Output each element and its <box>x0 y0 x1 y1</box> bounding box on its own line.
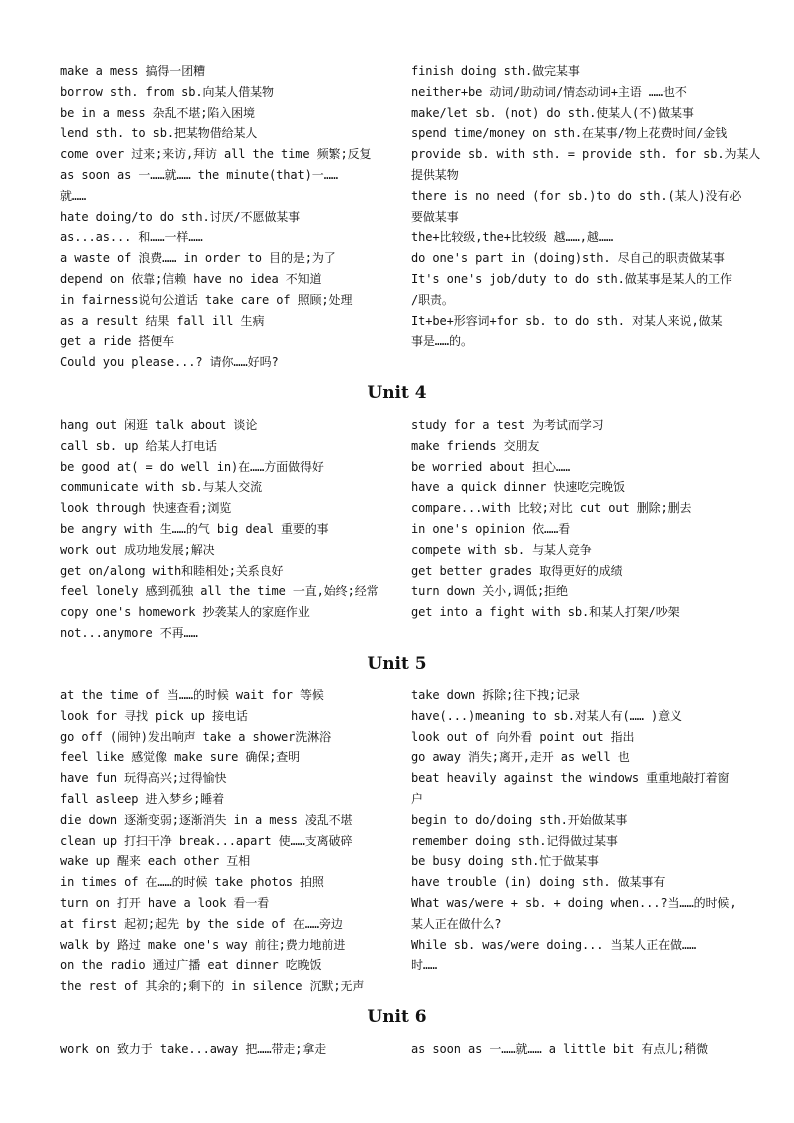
phrase-line: turn down 关小,调低;拒绝 <box>411 584 568 599</box>
phrase-line: go off (闹钟)发出响声 take a shower洗淋浴 <box>60 729 331 744</box>
phrase-line: 时…… <box>411 958 438 973</box>
phrase-line: go away 消失;离开,走开 as well 也 <box>411 750 630 765</box>
phrase-line: in times of 在……的时候 take photos 拍照 <box>60 875 324 890</box>
phrase-line: feel lonely 感到孤独 all the time 一直,始终;经常 <box>60 584 379 599</box>
phrase-line: call sb. up 给某人打电话 <box>60 438 217 453</box>
phrase-line: make/let sb. (not) do sth.使某人(不)做某事 <box>411 105 694 120</box>
phrase-line: as soon as 一……就…… the minute(that)一…… <box>60 167 338 182</box>
phrase-line: have a quick dinner 快速吃完晚饭 <box>411 480 625 495</box>
phrase-line: look for 寻找 pick up 接电话 <box>60 708 248 723</box>
phrase-line: die down 逐渐变弱;逐渐消失 in a mess 凌乱不堪 <box>60 812 353 827</box>
phrase-line: /职责。 <box>411 292 454 307</box>
phrase-line: get better grades 取得更好的成绩 <box>411 563 623 578</box>
phrase-line: work on 致力于 take...away 把……带走;拿走 <box>60 1042 327 1056</box>
phrase-line: feel like 感觉像 make sure 确保;查明 <box>60 750 301 765</box>
phrase-line: make friends 交朋友 <box>411 438 540 453</box>
phrase-line: hate doing/to do sth.讨厌/不愿做某事 <box>60 209 301 224</box>
phrase-line: begin to do/doing sth.开始做某事 <box>411 812 628 827</box>
phrase-line: clean up 打扫干净 break...apart 使……支离破碎 <box>60 833 353 848</box>
right-column <box>411 415 736 644</box>
unit-4-heading: Unit 4 <box>367 383 427 403</box>
phrase-line: a waste of 浪费…… in order to 目的是;为了 <box>60 251 336 266</box>
phrase-block-unit5 <box>60 685 736 997</box>
phrase-line: It's one's job/duty to do sth.做某事是某人的工作 <box>411 271 732 286</box>
phrase-line: walk by 路过 make one's way 前往;费力地前进 <box>60 937 346 952</box>
phrase-line: hang out 闲逛 talk about 谈论 <box>60 418 258 432</box>
phrase-line: there is no need (for sb.)to do sth.(某人)没有必 <box>411 188 742 203</box>
left-column <box>60 61 411 373</box>
phrase-line: compare...with 比较;对比 cut out 删除;删去 <box>411 501 692 516</box>
phrase-line: communicate with sb.与某人交流 <box>60 480 262 495</box>
left-column <box>60 415 411 644</box>
phrase-line: 事是……的。 <box>411 334 473 349</box>
phrase-line: lend sth. to sb.把某物借给某人 <box>60 126 258 141</box>
phrase-line: not...anymore 不再…… <box>60 625 198 640</box>
phrase-line: neither+be 动词/助动词/情态动词+主语 ……也不 <box>411 84 687 99</box>
right-column <box>411 1039 736 1060</box>
phrase-line: as soon as 一……就…… a little bit 有点儿;稍微 <box>411 1042 709 1056</box>
phrase-block-unit6 <box>60 1039 736 1060</box>
phrase-line: the+比较级,the+比较级 越……,越…… <box>411 230 614 245</box>
phrase-line: as...as... 和……一样…… <box>60 230 203 245</box>
phrase-line: get on/along with和睦相处;关系良好 <box>60 563 284 578</box>
phrase-line: compete with sb. 与某人竞争 <box>411 542 592 557</box>
unit-6-heading: Unit 6 <box>367 1007 427 1027</box>
left-column <box>60 1039 411 1060</box>
phrase-line: remember doing sth.记得做过某事 <box>411 833 618 848</box>
phrase-line: It+be+形容词+for sb. to do sth. 对某人来说,做某 <box>411 313 723 328</box>
phrase-line: provide sb. with sth. = provide sth. for sb.为某人 <box>411 147 761 162</box>
left-column <box>60 685 411 997</box>
phrase-line: have(...)meaning to sb.对某人有(…… )意义 <box>411 708 682 723</box>
phrase-line: the rest of 其余的;剩下的 in silence 沉默;无声 <box>60 979 365 994</box>
phrase-line: at the time of 当……的时候 wait for 等候 <box>60 688 324 702</box>
phrase-line: be angry with 生……的气 big deal 重要的事 <box>60 521 329 536</box>
unit-5-heading: Unit 5 <box>367 654 427 674</box>
phrase-line: do one's part in (doing)sth. 尽自己的职责做某事 <box>411 251 725 266</box>
right-column <box>411 685 736 997</box>
phrase-line: wake up 醒来 each other 互相 <box>60 854 251 869</box>
phrase-line: have fun 玩得高兴;过得愉快 <box>60 771 227 786</box>
phrase-line: look out of 向外看 point out 指出 <box>411 729 635 744</box>
phrase-line: copy one's homework 抄袭某人的家庭作业 <box>60 605 310 620</box>
phrase-line: While sb. was/were doing... 当某人正在做…… <box>411 937 697 952</box>
right-column <box>411 61 761 373</box>
phrase-line: come over 过来;来访,拜访 all the time 频繁;反复 <box>60 147 372 162</box>
phrase-line: 就…… <box>60 188 87 203</box>
phrase-line: 提供某物 <box>411 167 459 182</box>
phrase-line: get into a fight with sb.和某人打架/吵架 <box>411 605 680 620</box>
phrase-line: on the radio 通过广播 eat dinner 吃晚饭 <box>60 958 322 973</box>
phrase-line: Could you please...? 请你……好吗? <box>60 355 279 370</box>
phrase-line: 要做某事 <box>411 209 459 224</box>
phrase-line: have trouble (in) doing sth. 做某事有 <box>411 875 666 890</box>
phrase-line: study for a test 为考试而学习 <box>411 418 604 432</box>
phrase-line: be worried about 担心…… <box>411 459 571 474</box>
phrase-line: beat heavily against the windows 重重地敲打着窗 <box>411 771 730 786</box>
phrase-line: 某人正在做什么? <box>411 916 502 931</box>
phrase-line: turn on 打开 have a look 看一看 <box>60 895 270 910</box>
phrase-line: depend on 依靠;信赖 have no idea 不知道 <box>60 271 322 286</box>
phrase-line: make a mess 搞得一团糟 <box>60 64 205 78</box>
phrase-line: fall asleep 进入梦乡;睡着 <box>60 791 225 806</box>
phrase-line: at first 起初;起先 by the side of 在……旁边 <box>60 916 343 931</box>
phrase-line: 户 <box>411 791 423 806</box>
phrase-line: in fairness说句公道话 take care of 照顾;处理 <box>60 292 353 307</box>
phrase-line: borrow sth. from sb.向某人借某物 <box>60 84 274 99</box>
phrase-line: be busy doing sth.忙于做某事 <box>411 854 599 869</box>
phrase-line: look through 快速查看;浏览 <box>60 501 232 516</box>
phrase-line: take down 拆除;往下拽;记录 <box>411 688 580 702</box>
phrase-line: as a result 结果 fall ill 生病 <box>60 313 265 328</box>
phrase-block-unit4 <box>60 415 736 644</box>
phrase-line: in one's opinion 依……看 <box>411 521 571 536</box>
phrase-line: get a ride 搭便车 <box>60 334 175 349</box>
phrase-block-unit3 <box>60 61 761 373</box>
phrase-line: spend time/money on sth.在某事/物上花费时间/金钱 <box>411 126 728 141</box>
phrase-line: work out 成功地发展;解决 <box>60 542 215 557</box>
phrase-line: be good at( = do well in)在……方面做得好 <box>60 459 324 474</box>
phrase-line: finish doing sth.做完某事 <box>411 64 580 78</box>
phrase-line: be in a mess 杂乱不堪;陷入困境 <box>60 105 255 120</box>
phrase-line: What was/were + sb. + doing when...?当……的时候, <box>411 895 737 910</box>
